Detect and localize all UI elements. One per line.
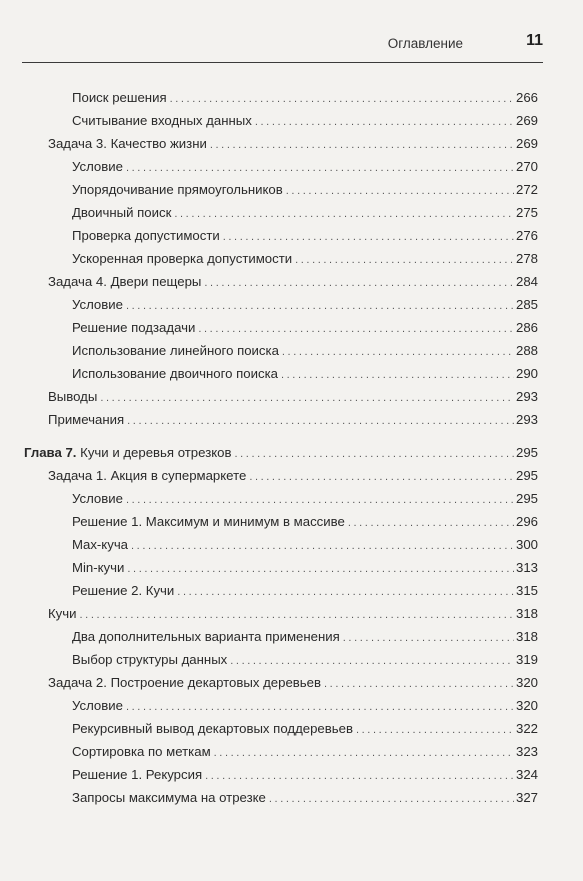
toc-entry-title: Решение подзадачи xyxy=(72,320,196,335)
chapter-prefix: Глава 7. xyxy=(24,445,77,460)
toc-entry xyxy=(72,558,538,578)
toc-entry-page: 275 xyxy=(515,205,538,220)
toc-entry xyxy=(72,742,538,762)
toc-entry-title: Решение 2. Кучи xyxy=(72,583,175,598)
dot-leader xyxy=(282,342,514,362)
toc-entry-page: 313 xyxy=(515,560,538,575)
toc-entry xyxy=(48,134,538,154)
dot-leader xyxy=(198,319,514,339)
toc-entry-title: Ускоренная проверка допустимости xyxy=(72,251,293,266)
dot-leader xyxy=(131,536,514,556)
toc-entry xyxy=(48,272,538,292)
toc-entry-title: Выводы xyxy=(48,389,98,404)
toc-entry-page: 266 xyxy=(515,90,538,105)
toc-entry-page: 295 xyxy=(515,491,538,506)
toc-entry-page: 327 xyxy=(515,790,538,805)
toc-entry-page: 278 xyxy=(515,251,538,266)
toc-entry xyxy=(72,226,538,246)
toc-entry-label xyxy=(72,765,205,785)
toc-entry-page: 320 xyxy=(515,698,538,713)
toc-entry xyxy=(72,719,538,739)
toc-entry-page: 284 xyxy=(515,274,538,289)
toc-entry xyxy=(72,111,538,131)
dot-leader xyxy=(223,227,514,247)
toc-entry-label xyxy=(48,134,210,154)
toc-entry-title: Упорядочивание прямоугольников xyxy=(72,182,283,197)
dot-leader xyxy=(127,411,514,431)
toc-entry xyxy=(72,650,538,670)
dot-leader xyxy=(255,112,514,132)
toc-entry-label xyxy=(72,295,126,315)
toc-entry xyxy=(72,765,538,785)
dot-leader xyxy=(348,513,514,533)
toc-entry-title: Решение 1. Рекурсия xyxy=(72,767,203,782)
toc-entry xyxy=(72,512,538,532)
toc-entry-title: Сортировка по меткам xyxy=(72,744,211,759)
toc-entry xyxy=(48,410,538,430)
toc-entry-label xyxy=(48,604,80,624)
toc-entry-label xyxy=(72,203,174,223)
toc-entry-page: 288 xyxy=(515,343,538,358)
toc-entry-page: 324 xyxy=(515,767,538,782)
toc-entry xyxy=(72,581,538,601)
toc-entry-page: 318 xyxy=(515,629,538,644)
toc-entry-page: 295 xyxy=(515,468,538,483)
dot-leader xyxy=(281,365,514,385)
toc-entry-title: Запросы максимума на отрезке xyxy=(72,790,266,805)
running-header xyxy=(22,30,543,63)
toc-entry-page: 300 xyxy=(515,537,538,552)
toc-entry-title: Использование линейного поиска xyxy=(72,343,279,358)
toc-entry-page: 323 xyxy=(515,744,538,759)
dot-leader xyxy=(126,490,514,510)
toc-entry-label xyxy=(72,180,286,200)
toc-entry xyxy=(72,535,538,555)
toc-entry-title: Решение 1. Максимум и минимум в массиве xyxy=(72,514,345,529)
toc-entry-label xyxy=(24,443,235,463)
toc-entry-title: Рекурсивный вывод декартовых поддеревьев xyxy=(72,721,353,736)
toc-entry-label xyxy=(48,466,249,486)
toc-entry xyxy=(72,627,538,647)
section-title: Оглавление xyxy=(387,36,463,51)
toc-entry xyxy=(72,157,538,177)
toc-entry-page: 322 xyxy=(515,721,538,736)
toc-entry-title: Задача 3. Качество жизни xyxy=(48,136,207,151)
toc-entry-title: Задача 2. Построение декартовых деревьев xyxy=(48,675,322,690)
toc-entry-label xyxy=(72,558,127,578)
toc-entry-title: Два дополнительных варианта применения xyxy=(72,629,340,644)
dot-leader xyxy=(249,467,514,487)
toc-entry-label xyxy=(72,341,282,361)
toc-entry-page: 276 xyxy=(515,228,538,243)
dot-leader xyxy=(235,444,514,464)
toc-entry-label xyxy=(48,272,204,292)
toc-entry-page: 319 xyxy=(515,652,538,667)
toc-entry-label xyxy=(72,696,126,716)
toc-entry-label xyxy=(72,249,295,269)
toc-entry-title: Кучи и деревья отрезков xyxy=(80,445,232,460)
dot-leader xyxy=(126,296,514,316)
dot-leader xyxy=(214,743,514,763)
dot-leader xyxy=(80,605,514,625)
dot-leader xyxy=(295,250,514,270)
toc-entry-label xyxy=(72,364,281,384)
toc-entry-label xyxy=(72,581,177,601)
toc-entry xyxy=(72,180,538,200)
toc-entry xyxy=(24,443,538,463)
toc-entry-page: 295 xyxy=(515,445,538,460)
toc-entry xyxy=(72,249,538,269)
toc-entry-title: Использование двоичного поиска xyxy=(72,366,278,381)
toc-entry-label xyxy=(72,535,131,555)
toc-entry-title: Max-куча xyxy=(72,537,129,552)
toc-entry-page: 285 xyxy=(515,297,538,312)
toc-entry-title: Выбор структуры данных xyxy=(72,652,228,667)
toc-entry xyxy=(48,466,538,486)
toc-entry-label xyxy=(72,111,255,131)
dot-leader xyxy=(230,651,514,671)
toc-entry xyxy=(72,696,538,716)
toc-entry-page: 293 xyxy=(515,412,538,427)
toc-entry-page: 320 xyxy=(515,675,538,690)
toc-entry-title: Min-кучи xyxy=(72,560,125,575)
dot-leader xyxy=(170,89,514,109)
dot-leader xyxy=(210,135,514,155)
toc-entry-label xyxy=(72,489,126,509)
dot-leader xyxy=(174,204,514,224)
toc-entry-title: Двоичный поиск xyxy=(72,205,172,220)
toc-entry-label xyxy=(72,627,343,647)
dot-leader xyxy=(177,582,514,602)
dot-leader xyxy=(100,388,514,408)
toc-entry-title: Условие xyxy=(72,297,123,312)
toc-entry xyxy=(72,341,538,361)
dot-leader xyxy=(286,181,514,201)
toc-entry-label xyxy=(48,410,127,430)
toc-entry xyxy=(72,203,538,223)
toc-entry xyxy=(72,788,538,808)
toc-entry xyxy=(72,364,538,384)
toc-entry-title: Задача 4. Двери пещеры xyxy=(48,274,202,289)
toc-entry xyxy=(48,604,538,624)
toc-entry-page: 315 xyxy=(515,583,538,598)
toc-entry xyxy=(72,318,538,338)
dot-leader xyxy=(205,766,514,786)
toc-entry-page: 290 xyxy=(515,366,538,381)
toc-entry-page: 270 xyxy=(515,159,538,174)
toc-entry-label xyxy=(72,226,223,246)
dot-leader xyxy=(356,720,514,740)
toc-entry-title: Условие xyxy=(72,159,123,174)
dot-leader xyxy=(324,674,514,694)
toc-entry-label xyxy=(72,157,126,177)
toc-entry-page: 269 xyxy=(515,136,538,151)
page-number: 11 xyxy=(526,32,543,49)
toc-entry-label xyxy=(72,719,356,739)
toc-entry xyxy=(72,489,538,509)
dot-leader xyxy=(269,789,514,809)
dot-leader xyxy=(126,158,514,178)
toc-entry-page: 293 xyxy=(515,389,538,404)
toc-entry-title: Условие xyxy=(72,491,123,506)
toc-entry-page: 269 xyxy=(515,113,538,128)
toc-entry-label xyxy=(72,788,269,808)
toc-entry-title: Кучи xyxy=(48,606,77,621)
toc-entry-title: Проверка допустимости xyxy=(72,228,220,243)
toc-entry-title: Примечания xyxy=(48,412,125,427)
toc-entry-label xyxy=(72,318,198,338)
toc-entry-label xyxy=(48,387,100,407)
toc-entry-page: 296 xyxy=(515,514,538,529)
toc-entry-label xyxy=(72,742,214,762)
toc-entry-page: 286 xyxy=(515,320,538,335)
toc-entry-title: Условие xyxy=(72,698,123,713)
toc-entry-page: 272 xyxy=(515,182,538,197)
toc-entry xyxy=(72,295,538,315)
toc-entry-label xyxy=(72,88,170,108)
toc-entry-title: Считывание входных данных xyxy=(72,113,252,128)
toc-entry xyxy=(72,88,538,108)
toc-entry-title: Поиск решения xyxy=(72,90,167,105)
toc-entry xyxy=(48,387,538,407)
toc-entry-title: Задача 1. Акция в супермаркете xyxy=(48,468,247,483)
toc-entry-page: 318 xyxy=(515,606,538,621)
toc-entry-label xyxy=(48,673,324,693)
dot-leader xyxy=(127,559,514,579)
dot-leader xyxy=(343,628,514,648)
dot-leader xyxy=(126,697,514,717)
toc-entry xyxy=(48,673,538,693)
dot-leader xyxy=(204,273,514,293)
toc-entry-label xyxy=(72,512,348,532)
toc-entry-label xyxy=(72,650,230,670)
